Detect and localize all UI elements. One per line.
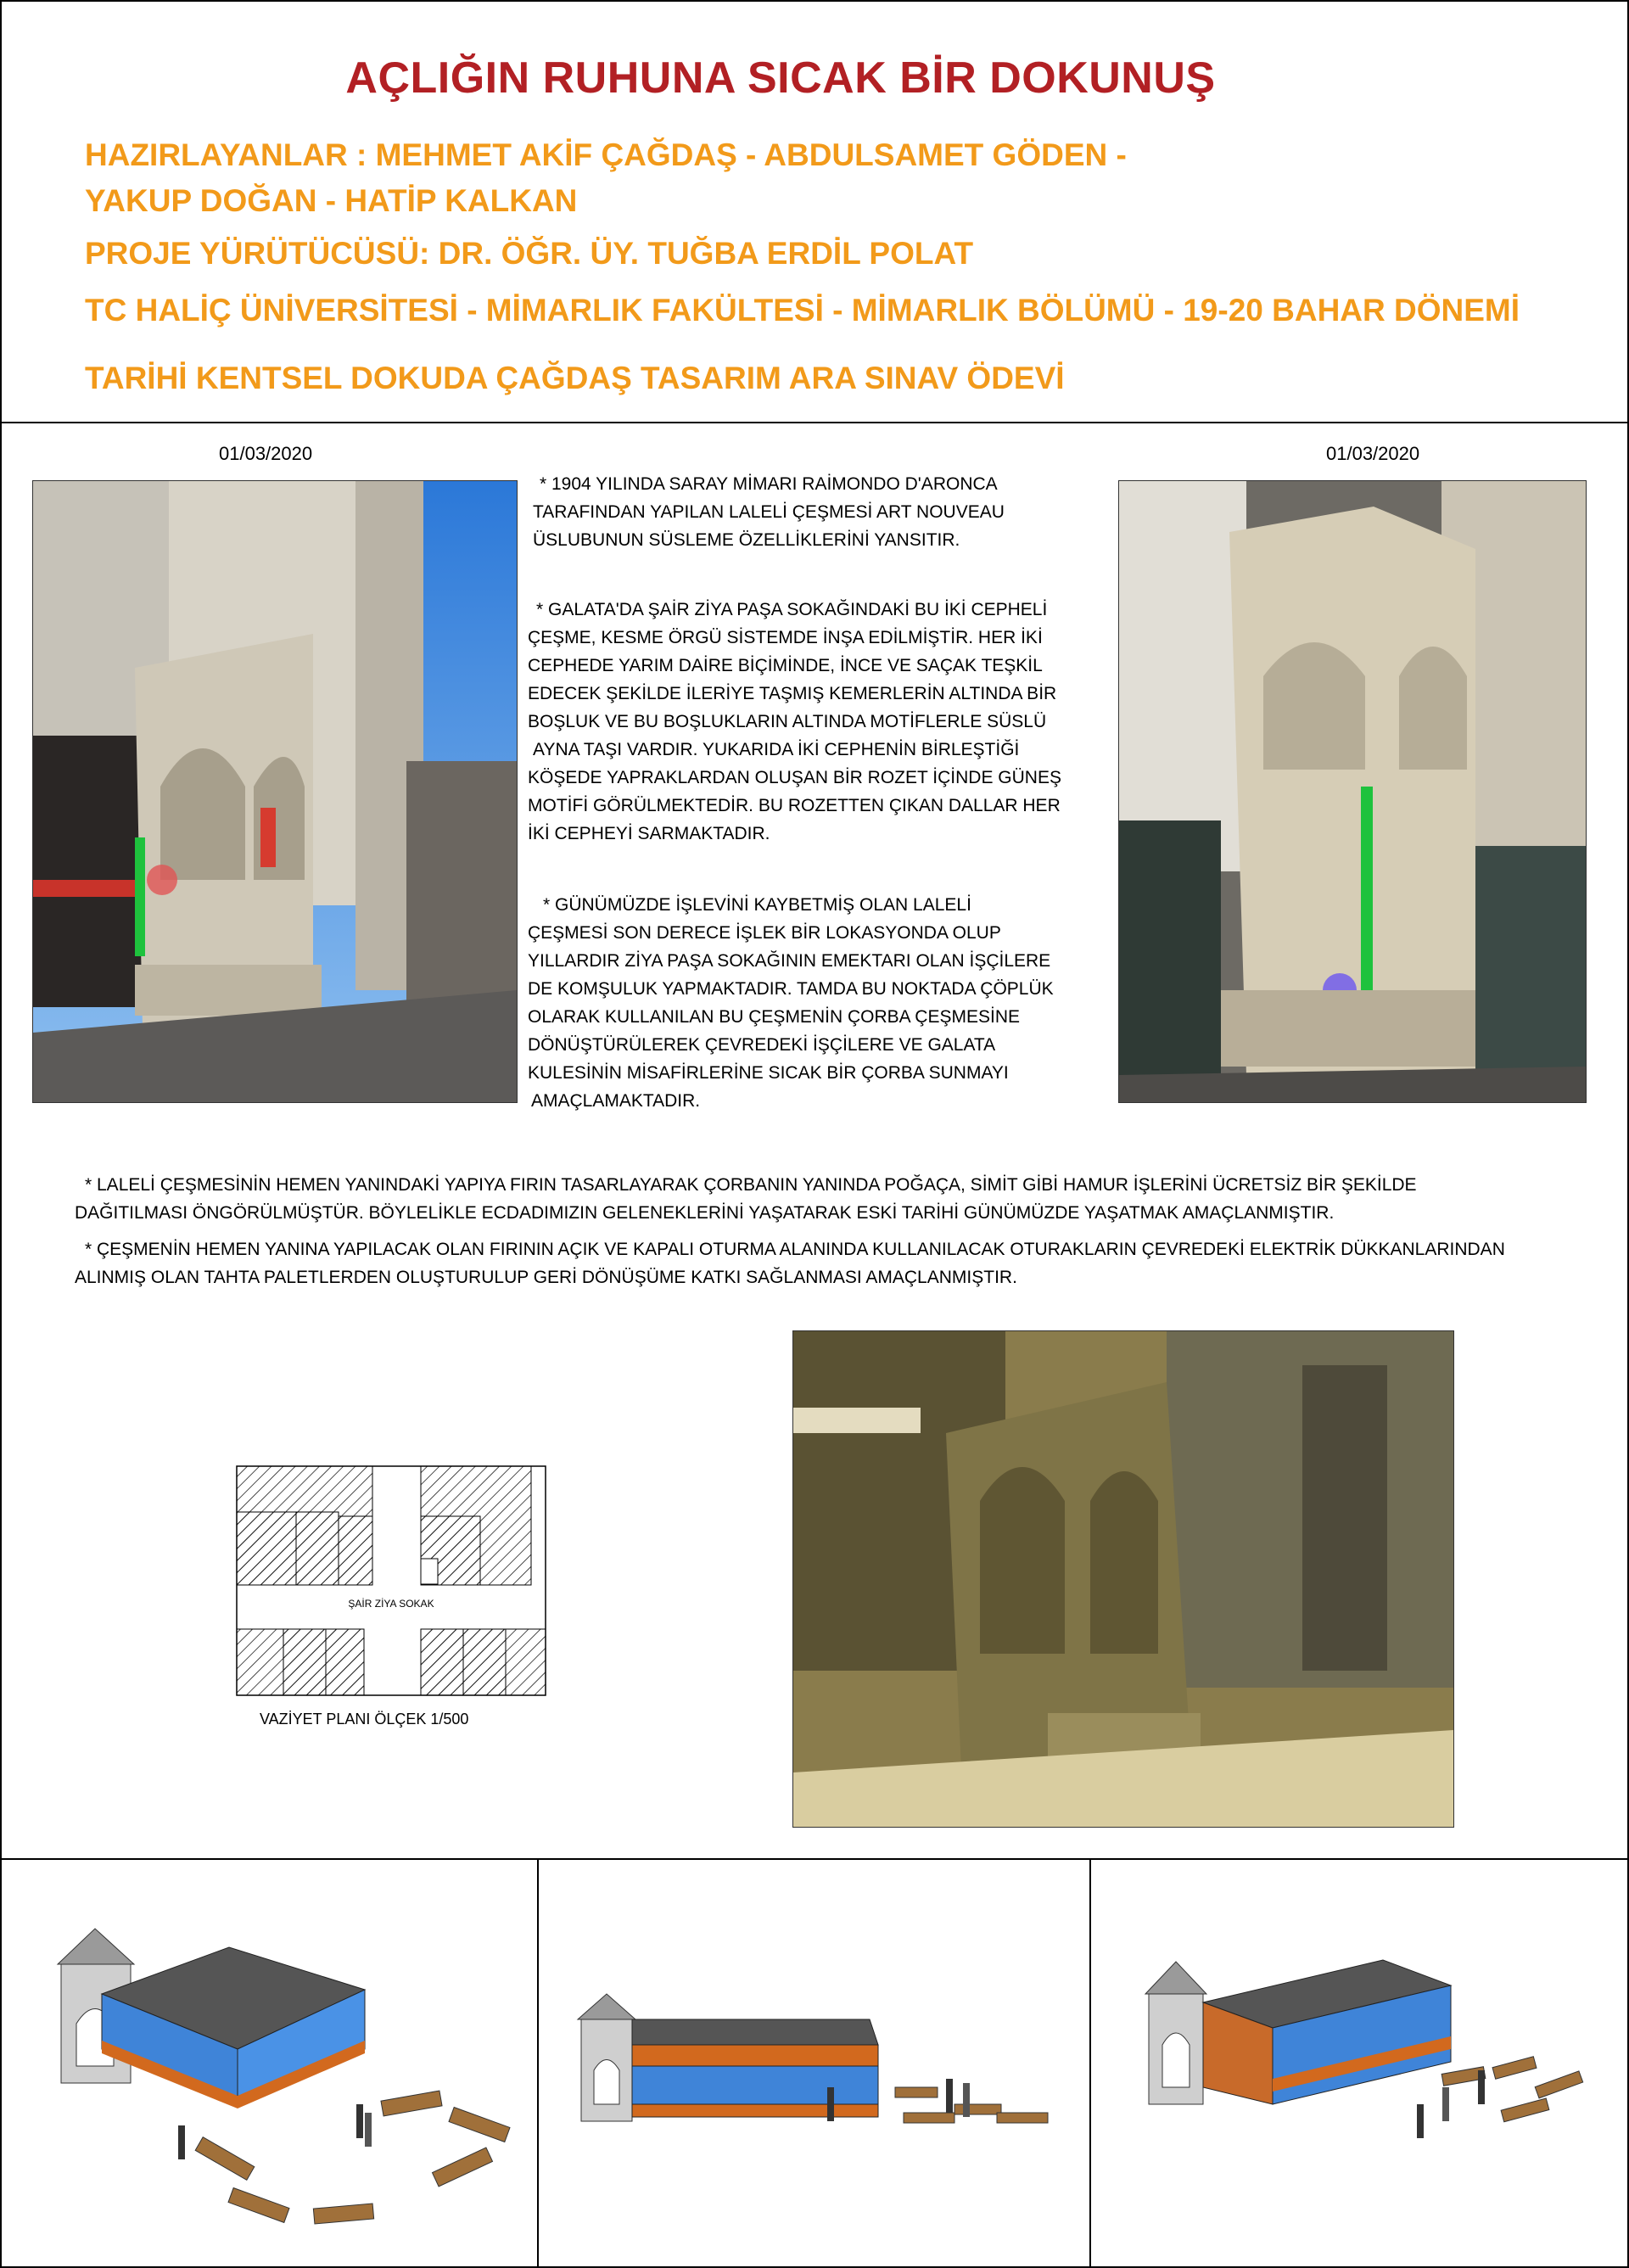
renders-divider — [0, 1858, 1629, 1860]
site-plan-street-label: ŞAİR ZİYA SOKAK — [348, 1598, 434, 1610]
site-plan — [236, 1465, 546, 1696]
render-elevation-2 — [573, 1985, 1082, 2198]
note-recycled-seating: * ÇEŞMENİN HEMEN YANINA YAPILACAK OLAN FIRININ AÇIK VE KAPALI OTURMA ALANINDA KULLANILACAK OTURAKLARIN ÇEVREDEKİ ELEKTRİK DÜKKANLARINDAN ALINMIŞ OLAN TAHTA PALETLERDEN OLUŞTURULUP GERİ DÖNÜŞÜME KATKI SAĞLANMASI AMAÇLANMIŞTIR. — [75, 1240, 1505, 1287]
assignment-line: TARİHİ KENTSEL DOKUDA ÇAĞDAŞ TASARIM ARA SINAV ÖDEVİ — [85, 361, 1065, 395]
site-plan-caption: VAZİYET PLANI ÖLÇEK 1/500 — [260, 1711, 469, 1728]
left-photo-date: 01/03/2020 — [219, 443, 313, 464]
authors-line-1: HAZIRLAYANLAR : MEHMET AKİF ÇAĞDAŞ - ABDULSAMET GÖDEN - — [85, 137, 1127, 172]
description-paragraph-3: * GÜNÜMÜZDE İŞLEVİNİ KAYBETMİŞ OLAN LALELİ ÇEŞMESİ SON DERECE İŞLEK BİR LOKASYONDA OLUP YILLARDIR ZİYA PAŞA SOKAĞININ EMEKTARI OLAN İŞÇİLERE DE KOMŞULUK YAPMAKTADIR. TAMDA BU NOKTADA ÇÖPLÜK OLARAK KULLANILAN BU ÇEŞMENİN ÇORBA ÇEŞMESİNE DÖNÜŞTÜRÜLEREK ÇEVREDEKİ İŞÇİLERE VE GALATA KULESİNİN MİSAFİRLERİNE SICAK BİR ÇORBA SUNMAYI AMAÇLAMAKTADIR. — [528, 895, 1054, 1111]
right-photo-date: 01/03/2020 — [1326, 443, 1420, 464]
historic-fountain-photo — [792, 1330, 1454, 1828]
fountain-photo-left — [32, 480, 518, 1103]
note-bakery: * LALELİ ÇEŞMESİNİN HEMEN YANINDAKİ YAPIYA FIRIN TASARLAYARAK ÇORBANIN YANINDA POĞAÇA, SİMİT GİBİ HAMUR İŞLERİNİ ÜCRETSİZ BİR ŞEKİLDE DAĞITILMASI ÖNGÖRÜLMÜŞTÜR. BÖYLELİKLE ECDADIMIZIN GELENEKLERİNİ YAŞATARAK ESKİ TARİHİ GÜNÜMÜZDE YAŞATMAK AMAÇLANMIŞTIR. — [75, 1175, 1417, 1223]
institution-line: TC HALİÇ ÜNİVERSİTESİ - MİMARLIK FAKÜLTESİ - MİMARLIK BÖLÜMÜ - 19-20 BAHAR DÖNEMİ — [85, 293, 1520, 328]
render-separator-2 — [1089, 1858, 1091, 2268]
render-perspective-3 — [1137, 1943, 1612, 2198]
description-paragraph-2: * GALATA'DA ŞAİR ZİYA PAŞA SOKAĞINDAKİ BU İKİ CEPHELİ ÇEŞME, KESME ÖRGÜ SİSTEMDE İNŞA EDİLMİŞTİR. HER İKİ CEPHEDE YARIM DAİRE BİÇİMİNDE, İNCE VE SAÇAK TEŞKİL EDECEK ŞEKİLDE İLERİYE TAŞMIŞ KEMERLERİN ALTINDA BİR BOŞLUK VE BU BOŞLUKLARIN ALTINDA MOTİFLERLE SÜSLÜ AYNA TAŞI VARDIR. YUKARIDA İKİ CEPHENİN BİRLEŞTİĞİ KÖŞEDE YAPRAKLARDAN OLUŞAN BİR ROZET İÇİNDE GÜNEŞ MOTİFİ GÖRÜLMEKTEDİR. BU ROZETTEN ÇIKAN DALLAR HER İKİ CEPHEYİ SARMAKTADIR. — [528, 600, 1061, 843]
poster-title: AÇLIĞIN RUHUNA SICAK BİR DOKUNUŞ — [345, 53, 1216, 103]
project-supervisor: PROJE YÜRÜTÜCÜSÜ: DR. ÖĞR. ÜY. TUĞBA ERDİL POLAT — [85, 236, 974, 271]
header-divider — [0, 422, 1629, 423]
render-separator-1 — [537, 1858, 539, 2268]
fountain-photo-right — [1118, 480, 1587, 1103]
description-paragraph-1: * 1904 YILINDA SARAY MİMARI RAİMONDO D'ARONCA TARAFINDAN YAPILAN LALELİ ÇEŞMESİ ART NOUVEAU ÜSLUBUNUN SÜSLEME ÖZELLİKLERİNİ YANSITIR. — [533, 474, 1005, 550]
render-perspective-1 — [42, 1913, 518, 2236]
authors-line-2: YAKUP DOĞAN - HATİP KALKAN — [85, 183, 578, 218]
